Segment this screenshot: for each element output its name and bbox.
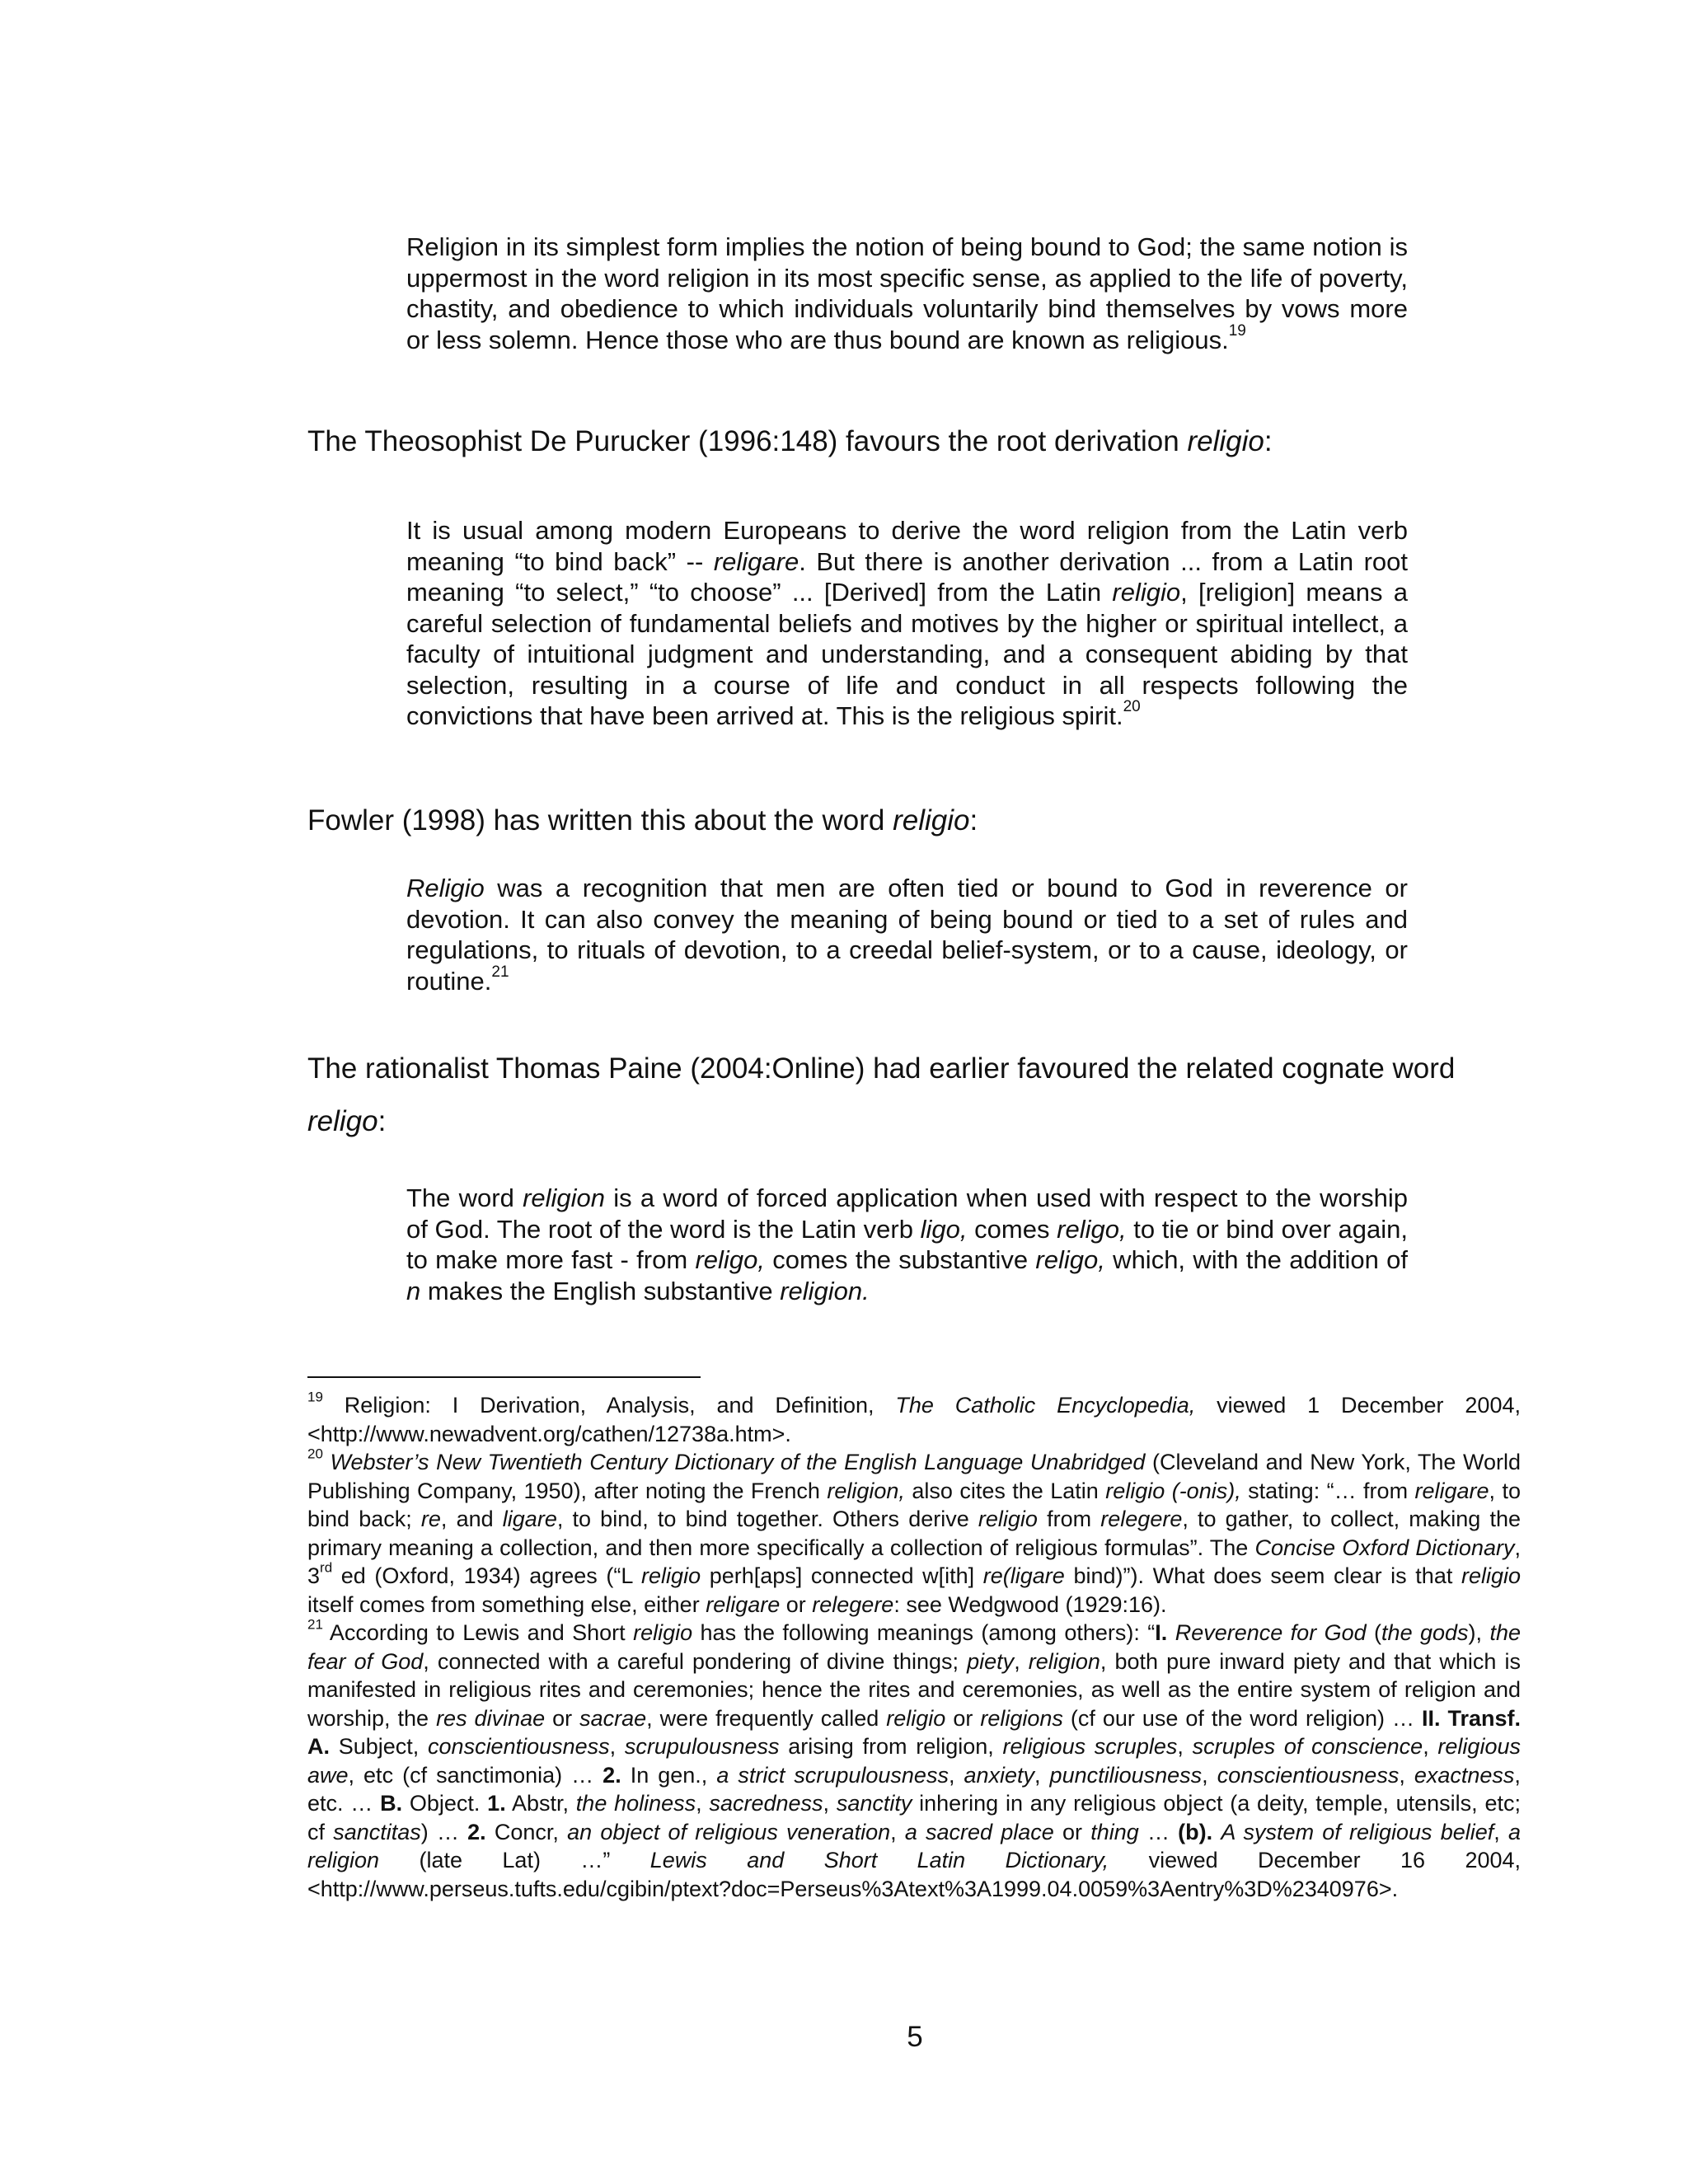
footnote-ref-19: 19: [1228, 321, 1246, 340]
footnote-20: $^{20}$ Webster’s New Twentieth Century Dictionary of the English Language Unabridged (Cleveland and New York, The World Publishing Company, 1950), after noting the French religion, also cites the Latin religio (-onis), stating: “… from religare, to bind back; re, and ligare, to bind, to bind together. Others derive religio from relegere, to gather, to collect, making the primary meaning a collection, and then more specifically a collection of religious formulas”. The Concise Oxford Dictionary, 3rd ed (Oxford, 1934) agrees (“L religio perh[aps] connected w[ith] re(ligare bind)”). What does seem clear is that religio itself comes from something else, either religare or relegere: see Wedgwood (1929:16).: [307, 1446, 1522, 1617]
block-quote-de-purucker: It is usual among modern Europeans to derive the word religion from the Latin verb meaning “to bind back” -- religare. But there is another derivation ... from a Latin root meaning “to select,” “to choose” ... [Derived] from the Latin religio, [religion] means a careful selection of fundamental beliefs and motives by the higher or spiritual intellect, a faculty of intuitional judgment and understanding, and a consequent abiding by that selection, resulting in a course of life and conduct in all respects following the convictions that have been arrived at. This is the religious spirit.$^{20}$: [406, 516, 1409, 730]
paragraph-paine-intro: The rationalist Thomas Paine (2004:Online) had earlier favoured the related cognate word religo:: [307, 1052, 1456, 1137]
footnote-number: 19: [307, 1389, 323, 1405]
footnotes: [307, 1391, 1521, 1903]
page-number: 5: [907, 2021, 923, 2053]
footnote-separator: [307, 1376, 701, 1378]
footnote-ref-20: 20: [1123, 697, 1141, 715]
footnote-19: $^{19}$ Religion: I Derivation, Analysis, and Definition, The Catholic Encyclopedia, viewed 1 December 2004, <http://www.newadvent.org/cathen/12738a.htm>.: [307, 1389, 1521, 1446]
block-quote-paine: The word religion is a word of forced application when used with respect to the worship of God. The root of the word is the Latin verb ligo, comes religo, to tie or bind over again, to make more fast - from religo, comes the substantive religo, which, with the addition of n makes the English substantive religion.: [406, 1183, 1408, 1305]
footnote-number: 20: [307, 1446, 323, 1462]
paragraph-de-purucker-intro: The Theosophist De Purucker (1996:148) favours the root derivation religio:: [307, 425, 1273, 457]
block-quote-catholic-encyclopedia: Religion in its simplest form implies the notion of being bound to God; the same notion is uppermost in the word religion in its most specific sense, as applied to the life of poverty, chastity, and obedience to which individuals voluntarily bind themselves by vows more or less solemn. Hence those who are thus bound are known as religious.$^{19}$: [406, 232, 1408, 354]
footnote-number: 21: [307, 1616, 323, 1633]
block-quote-fowler: Religio was a recognition that men are often tied or bound to God in reverence or devotion. It can also convey the meaning of being bound or tied to a set of rules and regulations, to rituals of devotion, to a creedal belief-system, or to a cause, ideology, or routine.$^{21}$: [406, 874, 1408, 996]
footnote-ref-21: 21: [491, 963, 509, 981]
paragraph-fowler-intro: Fowler (1998) has written this about the word religio:: [307, 804, 978, 837]
footnote-21: $^{21}$ According to Lewis and Short religio has the following meanings (among others): “I. Reverence for God (the gods), the fear of God, connected with a careful pondering of divine things; piety, religion, both pure inward piety and that which is manifested in religious rites and ceremonies; hence the rites and ceremonies, as well as the entire system of religion and worship, the res divinae or sacrae, were frequently called religio or religions (cf our use of the word religion) … II. Transf. A. Subject, conscientiousness, scrupulousness arising from religion, religious scruples, scruples of conscience, religious awe, etc (cf sanctimonia) … 2. In gen., a strict scrupulousness, anxiety, punctiliousness, conscientiousness, exactness, etc. … B. Object. 1. Abstr, the holiness, sacredness, sanctity inhering in any religious object (a deity, temple, utensils, etc; cf sanctitas) … 2. Concr, an object of religious veneration, a sacred place or thing … (b). A system of religious belief, a religion (late Lat) …” Lewis and Short Latin Dictionary, viewed December 16 2004, <http://www.perseus.tufts.edu/cgibin/ptext?doc=Perseus%3Atext%3A1999.04.0059%3Aentry%3D%2340976>.: [307, 1616, 1522, 1901]
